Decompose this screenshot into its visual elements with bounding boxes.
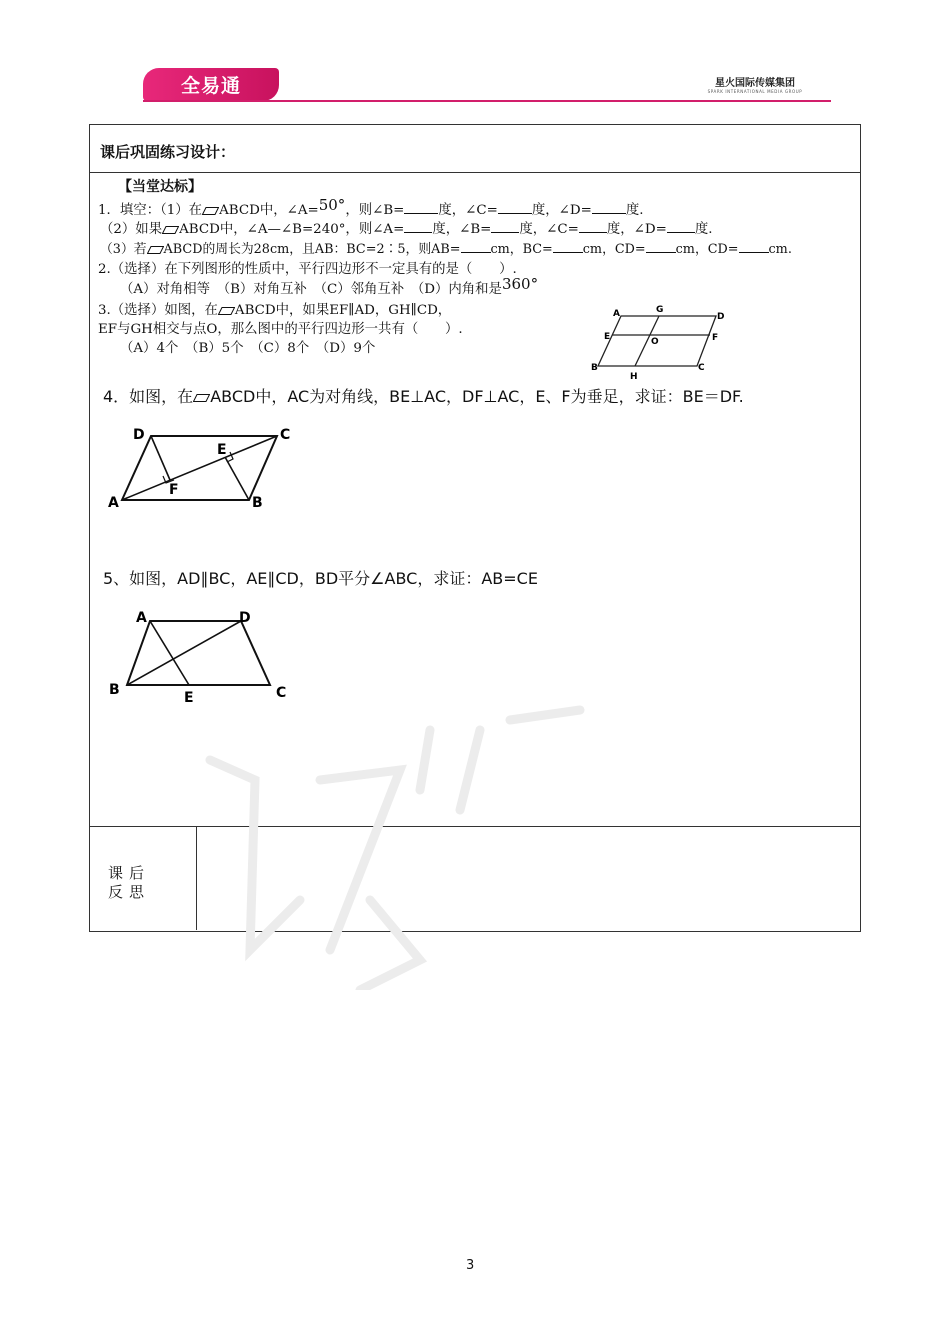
q1-text: ABCD的周长为28cm，且AB：BC=2∶5，则AB= [163, 242, 461, 257]
question-1-line-2 [100, 218, 712, 237]
label-O: O [651, 337, 659, 347]
q1-text: ABCD中，∠A—∠B=240°，则∠A= [179, 222, 405, 237]
section-subtitle: 【当堂达标】 [118, 179, 202, 195]
question-2-stem: 2.（选择）在下列图形的性质中，平行四边形不一定具有的是（ ）. [98, 262, 517, 277]
label-H: H [630, 372, 638, 382]
label-C: C [280, 427, 291, 443]
label-A: A [108, 495, 119, 511]
q4-text: 4．如图，在 [103, 387, 194, 406]
reflection-label-line-2: 反思 [108, 883, 151, 901]
answer-blank[interactable] [498, 201, 532, 214]
parallelogram-icon [218, 307, 235, 315]
question-5-text: 5、如图，AD∥BC，AE∥CD，BD平分∠ABC，求证：AB=CE [103, 569, 538, 588]
figure-outline [127, 621, 270, 685]
q1-text: cm，BC= [490, 242, 553, 257]
label-D: D [239, 610, 251, 626]
answer-blank[interactable] [667, 220, 695, 233]
q1-text: 度，∠C= [438, 203, 498, 218]
question-4-text [103, 384, 744, 407]
label-E: E [217, 442, 227, 458]
label-D: D [133, 427, 145, 443]
q3-text: ABCD中，如果EF∥AD，GH∥CD， [234, 303, 452, 318]
question-3-options: （A）4个 （B）5个 （C）8个 （D）9个 [120, 341, 376, 356]
table-row-divider [89, 172, 860, 173]
header-divider [143, 100, 831, 102]
label-C: C [698, 363, 705, 373]
question-1-line-1 [98, 196, 644, 218]
q1-text: 度，∠D= [606, 222, 667, 237]
angle-value: 360° [501, 275, 539, 293]
parallelogram-icon [162, 226, 179, 234]
brand-name: 星火国际传媒集团 [715, 78, 795, 89]
perpendicular-BE [225, 457, 249, 500]
logo: 全易通 [143, 68, 279, 101]
q1-text: ，则∠B= [345, 203, 405, 218]
answer-blank[interactable] [461, 240, 491, 253]
label-E: E [184, 690, 194, 706]
section-title: 课后巩固练习设计： [100, 143, 236, 161]
q1-text: 度. [694, 222, 713, 237]
label-A: A [613, 309, 620, 319]
q1-text: （2）如果 [100, 222, 163, 237]
label-B: B [109, 682, 120, 698]
q4-text: ABCD中，AC为对角线，BE⊥AC，DF⊥AC，E、F为垂足，求证：BE＝DF. [210, 387, 744, 406]
label-E: E [604, 332, 611, 342]
q1-text: 度，∠C= [519, 222, 579, 237]
reflection-input-area[interactable] [197, 827, 859, 930]
q1-text: 度，∠D= [531, 203, 592, 218]
angle-value: 50° [318, 196, 346, 214]
figure-q3-parallelogram [588, 302, 728, 382]
answer-blank[interactable] [404, 201, 438, 214]
answer-blank[interactable] [592, 201, 626, 214]
q1-text: 1．填空：（1）在 [98, 203, 203, 218]
brand-subtitle: SPARK INTERNATIONAL MEDIA GROUP [707, 89, 803, 94]
question-3-line-2: EF与GH相交与点O，那么图中的平行四边形一共有（ ）. [98, 322, 463, 337]
label-G: G [656, 305, 664, 315]
question-2-options [120, 275, 539, 297]
label-B: B [252, 495, 263, 511]
label-F: F [169, 482, 179, 498]
answer-blank[interactable] [739, 240, 769, 253]
label-C: C [276, 685, 287, 701]
brand-mark [700, 74, 810, 94]
question-1-line-3 [100, 238, 792, 257]
label-D: D [717, 312, 725, 322]
figure-q4-parallelogram [104, 420, 304, 515]
label-F: F [712, 333, 719, 343]
parallelogram-icon [147, 246, 164, 254]
q1-text: cm，CD= [675, 242, 739, 257]
label-A: A [136, 610, 147, 626]
q1-text: cm. [768, 242, 792, 257]
q1-text: （3）若 [100, 242, 147, 257]
answer-blank[interactable] [553, 240, 583, 253]
page-number: 3 [466, 1258, 475, 1273]
q1-text: cm，CD= [582, 242, 646, 257]
answer-blank[interactable] [579, 220, 607, 233]
parallelogram-icon [202, 207, 219, 215]
figure-q5-trapezoid [104, 604, 304, 709]
answer-blank[interactable] [404, 220, 432, 233]
q1-text: 度. [625, 203, 644, 218]
q2-options-text: （A）对角相等 （B）对角互补 （C）邻角互补 （D）内角和是 [120, 282, 502, 297]
perpendicular-DF [151, 436, 170, 480]
reflection-label-line-1: 课后 [108, 864, 151, 882]
parallelogram-icon [193, 394, 210, 402]
answer-blank[interactable] [491, 220, 519, 233]
answer-blank[interactable] [646, 240, 676, 253]
q3-text: 3.（选择）如图，在 [98, 303, 218, 318]
question-3-line-1 [98, 299, 451, 318]
q1-text: 度，∠B= [432, 222, 492, 237]
q1-text: ABCD中，∠A= [219, 203, 319, 218]
label-B: B [591, 363, 598, 373]
